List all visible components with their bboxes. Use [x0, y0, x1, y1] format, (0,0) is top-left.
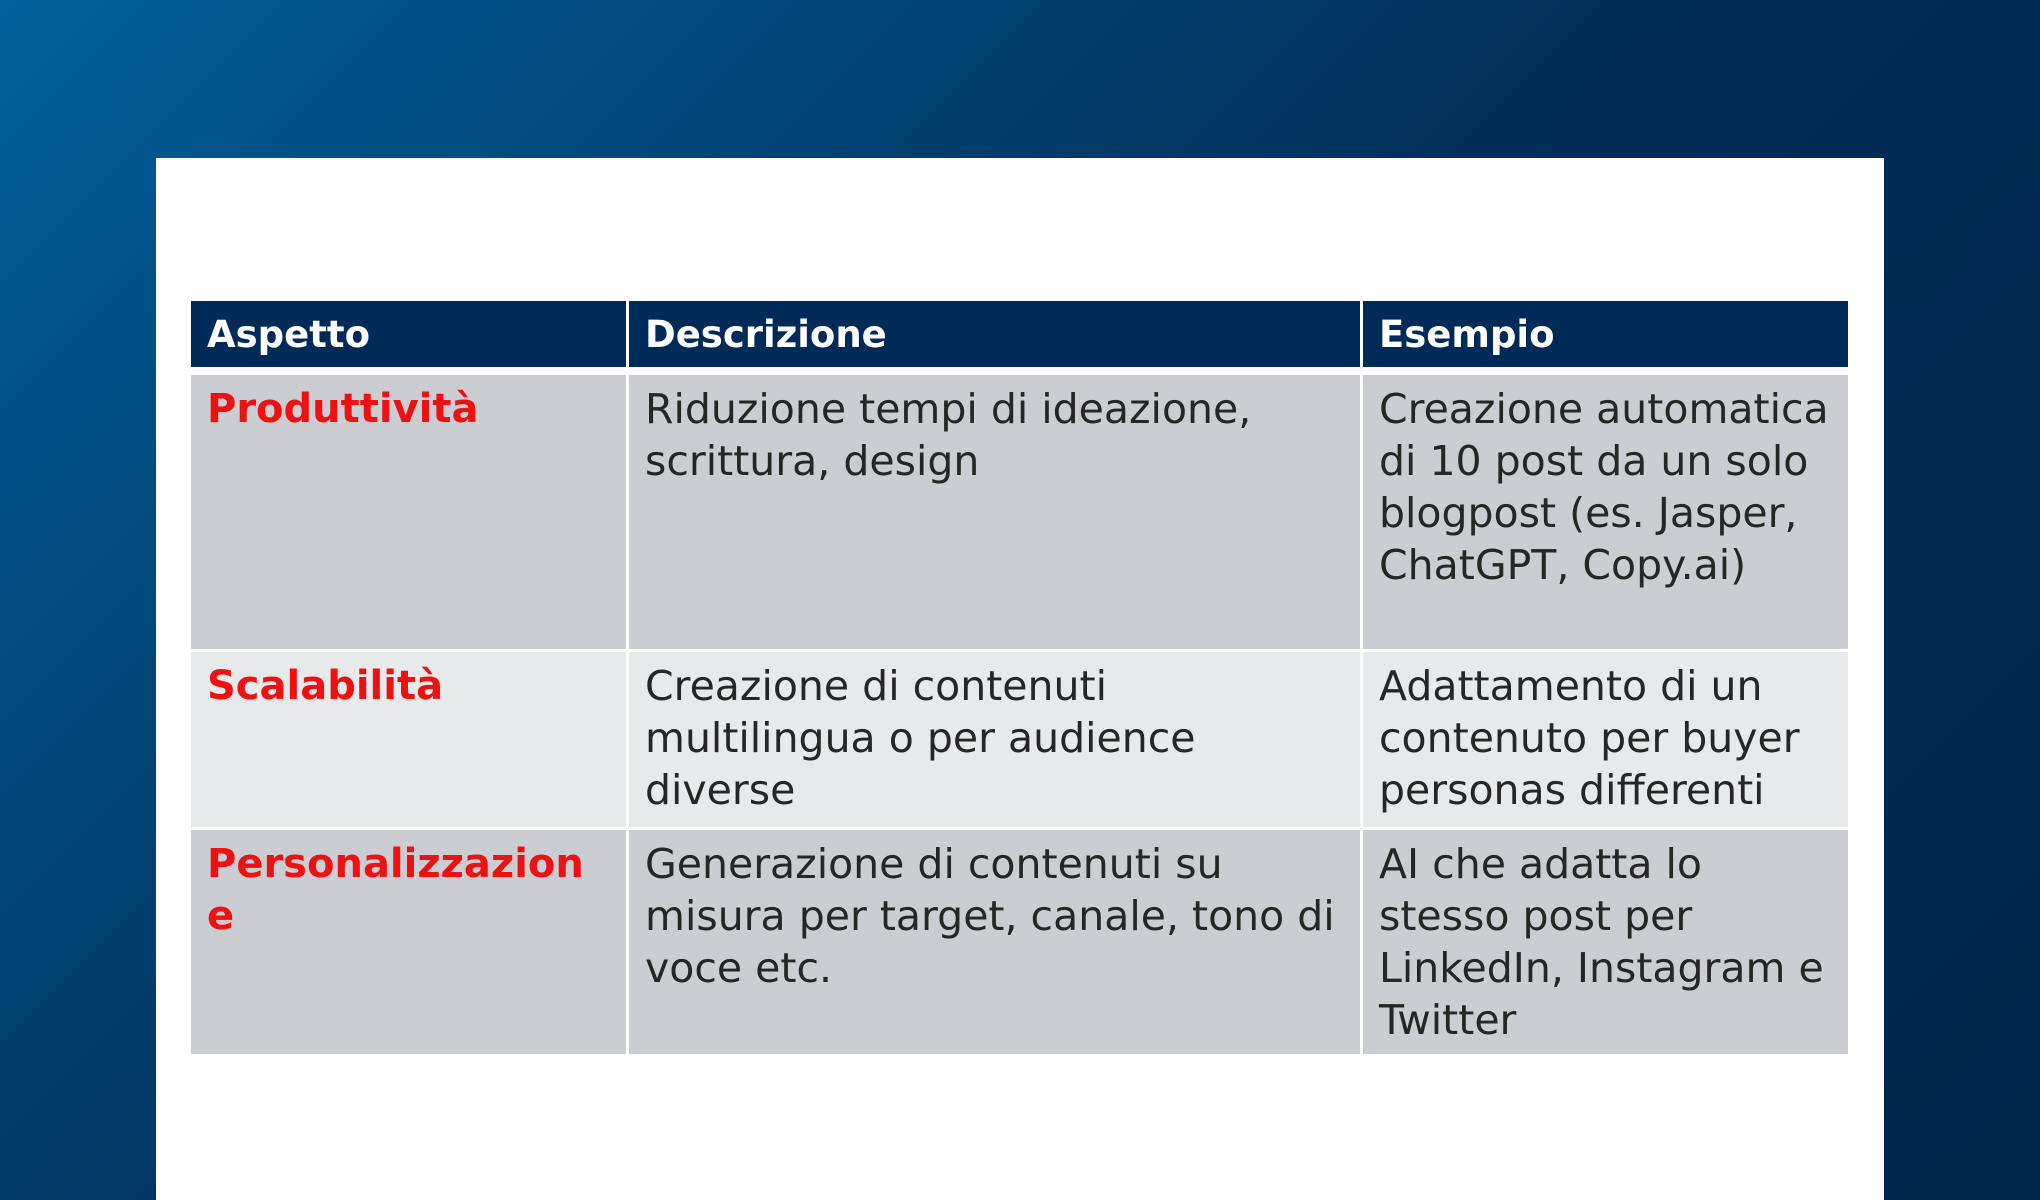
table-row: [190, 651, 1850, 829]
aspect-cell: Produttività: [190, 371, 628, 651]
example-cell: Adattamento di un contenuto per buyer personas differenti: [1362, 651, 1850, 829]
example-cell: Creazione automatica di 10 post da un solo blogpost (es. Jasper, ChatGPT, Copy.ai): [1362, 371, 1850, 651]
example-cell: AI che adatta lo stesso post per LinkedIn, Instagram e Twitter: [1362, 829, 1850, 1056]
table-row: [190, 829, 1850, 1056]
header-aspect: Aspetto: [190, 300, 628, 372]
description-cell: Generazione di contenuti su misura per target, canale, tono di voce etc.: [628, 829, 1362, 1056]
header-description: Descrizione: [628, 300, 1362, 372]
table-header-row: [190, 300, 1850, 372]
table-row: [190, 371, 1850, 651]
aspect-cell: Personalizzazione: [190, 829, 628, 1056]
description-cell: Riduzione tempi di ideazione, scrittura, design: [628, 371, 1362, 651]
description-cell: Creazione di contenuti multilingua o per audience diverse: [628, 651, 1362, 829]
comparison-table: [188, 298, 1851, 1057]
header-example: Esempio: [1362, 300, 1850, 372]
aspect-cell: Scalabilità: [190, 651, 628, 829]
slide: [156, 158, 1884, 1200]
